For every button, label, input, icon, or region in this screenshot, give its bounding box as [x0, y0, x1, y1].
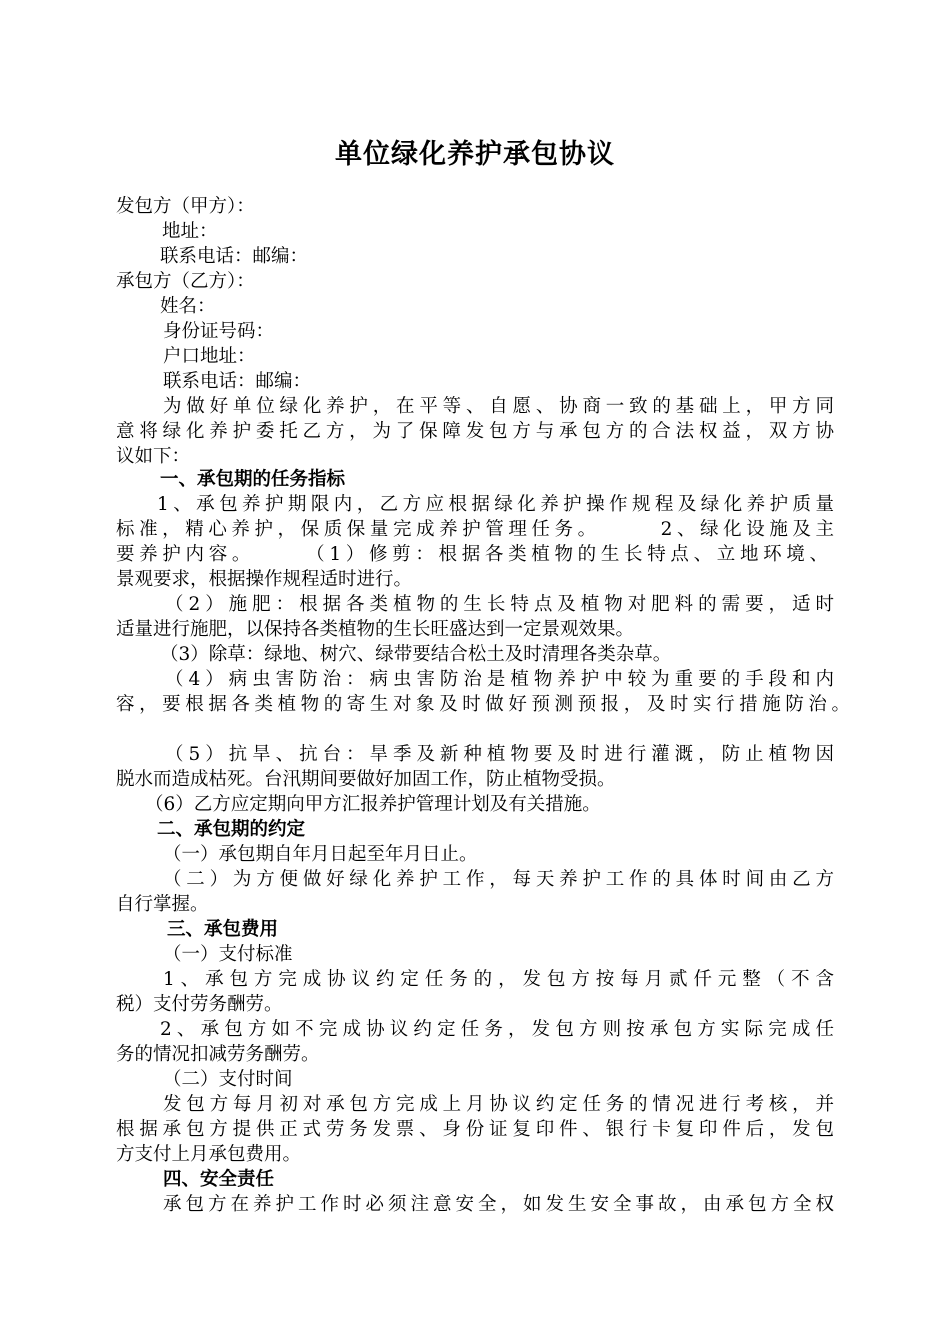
body-line: 2、承包方如不完成协议约定任务，发包方则按承包方实际完成任	[160, 1019, 834, 1040]
body-line: 1、承包养护期限内，乙方应根据绿化养护操作规程及绿化养护质量	[157, 494, 834, 515]
party-b-label: 承包方（乙方）：	[116, 271, 255, 292]
party-a-address: 地址：	[162, 221, 218, 242]
party-b-id: 身份证号码：	[163, 321, 275, 342]
body-line: 自行掌握。	[116, 894, 209, 915]
body-line: 脱水而造成枯死。台汛期间要做好加固工作，防止植物受损。	[116, 769, 616, 790]
section-heading-4: 四、安全责任	[163, 1169, 275, 1190]
body-line: （5）抗旱、抗台：旱季及新种植物要及时进行灌溉，防止植物因	[165, 744, 834, 765]
body-line: 发包方每月初对承包方完成上月协议约定任务的情况进行考核，并	[163, 1094, 834, 1115]
body-line: 承包方在养护工作时必须注意安全，如发生安全事故，由承包方全权	[163, 1194, 834, 1215]
body-line: （二）支付时间	[163, 1069, 293, 1090]
body-line: 景观要求，根据操作规程适时进行。	[116, 569, 413, 590]
section-heading-2: 二、承包期的约定	[157, 819, 306, 840]
section-heading-3: 三、承包费用	[167, 919, 279, 940]
body-line: （二）为方便做好绿化养护工作，每天养护工作的具体时间由乙方	[163, 869, 834, 890]
body-line: （4）病虫害防治：病虫害防治是植物养护中较为重要的手段和内	[165, 669, 834, 690]
intro-paragraph-line: 议如下：	[116, 446, 191, 467]
body-line: （3）除草：绿地、树穴、绿带要结合松土及时清理各类杂草。	[160, 644, 672, 665]
party-b-household-address: 户口地址：	[163, 346, 256, 367]
intro-paragraph-line: 为做好单位绿化养护，在平等、自愿、协商一致的基础上，甲方同	[163, 396, 834, 417]
party-b-contact: 联系电话：邮编：	[163, 371, 312, 392]
body-line: 税）支付劳务酬劳。	[116, 994, 283, 1015]
body-line: 1、承包方完成协议约定任务的，发包方按每月贰仟元整（不含	[163, 969, 834, 990]
body-line: （一）承包期自年月日起至年月日止。	[163, 844, 478, 865]
party-a-contact: 联系电话：邮编：	[160, 246, 309, 267]
document-title: 单位绿化养护承包协议	[335, 139, 615, 170]
body-line: （2）施肥：根据各类植物的生长特点及植物对肥料的需要，适时	[165, 594, 834, 615]
body-line: 适量进行施肥，以保持各类植物的生长旺盛达到一定景观效果。	[116, 619, 635, 640]
intro-paragraph-line: 意将绿化养护委托乙方，为了保障发包方与承包方的合法权益，双方协	[116, 421, 834, 442]
body-line: （一）支付标准	[163, 944, 293, 965]
body-line: 标准，精心养护，保质保量完成养护管理任务。 2、绿化设施及主	[116, 519, 834, 540]
body-line: （6）乙方应定期向甲方汇报养护管理计划及有关措施。	[145, 794, 601, 815]
body-line: 方支付上月承包费用。	[116, 1144, 302, 1165]
party-b-name: 姓名：	[160, 296, 216, 317]
section-heading-1: 一、承包期的任务指标	[160, 469, 346, 490]
body-line: 务的情况扣减劳务酬劳。	[116, 1044, 320, 1065]
body-line: 要养护内容。 （1）修剪：根据各类植物的生长特点、立地环境、	[116, 544, 828, 565]
body-line: 根据承包方提供正式劳务发票、身份证复印件、银行卡复印件后，发包	[116, 1119, 834, 1140]
party-a-label: 发包方（甲方）：	[116, 196, 255, 217]
body-line: 容，要根据各类植物的寄生对象及时做好预测预报，及时实行措施防治。	[116, 694, 850, 715]
